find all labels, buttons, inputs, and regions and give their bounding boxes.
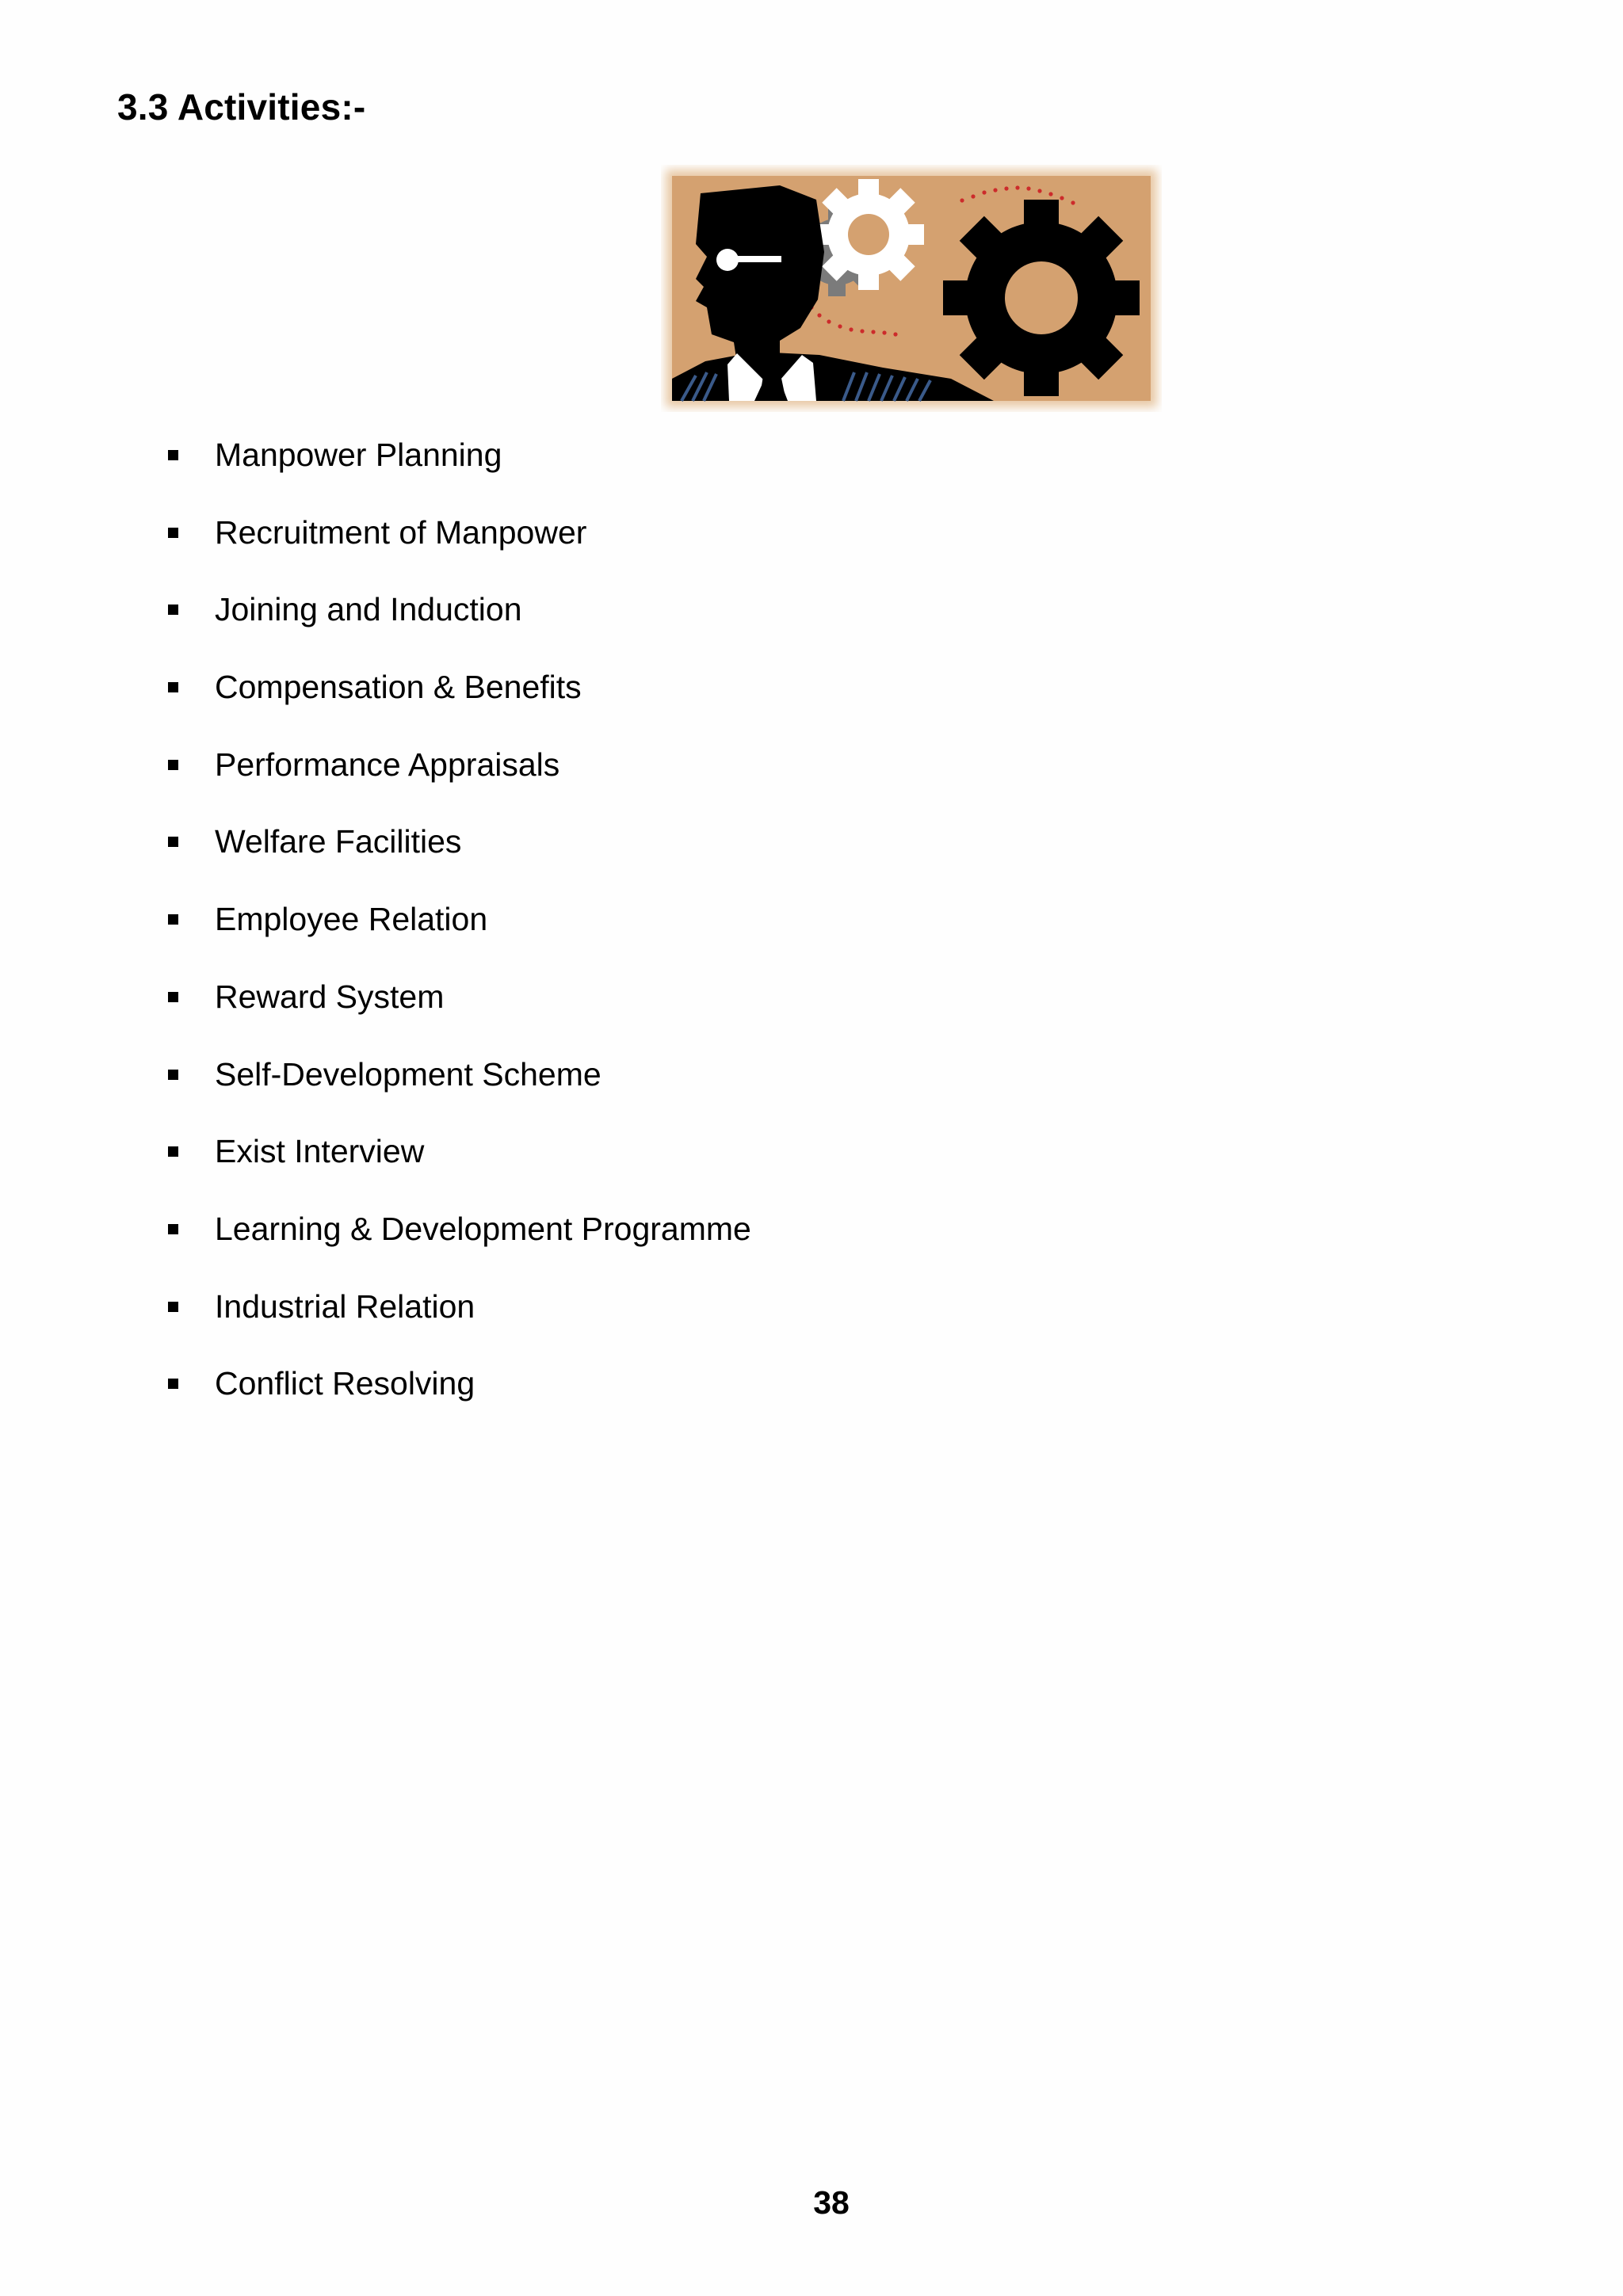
list-item [0,666,951,744]
square-bullet-icon [168,1070,178,1080]
list-item [0,898,951,976]
square-bullet-icon [168,992,178,1002]
list-item [0,1054,951,1131]
square-bullet-icon [168,1379,178,1389]
square-bullet-icon [168,914,178,925]
section-heading: 3.3 Activities:- [117,86,366,128]
businessman-with-gears-icon [661,165,1162,412]
list-item-text: Performance Appraisals [215,746,560,783]
list-item [0,1286,951,1363]
list-item [0,434,951,512]
list-item [0,589,951,666]
square-bullet-icon [168,1302,178,1312]
list-item-text: Compensation & Benefits [215,669,582,706]
list-item [0,744,951,822]
list-item-text: Industrial Relation [215,1287,475,1325]
list-item-text: Manpower Planning [215,437,502,473]
activities-list [0,434,951,1440]
square-bullet-icon [168,528,178,538]
list-item [0,1131,951,1208]
list-item-text: Learning & Development Programme [215,1210,751,1247]
list-item [0,976,951,1054]
list-item-text: Employee Relation [215,901,488,938]
square-bullet-icon [168,837,178,847]
square-bullet-icon [168,450,178,460]
square-bullet-icon [168,1224,178,1234]
list-item [0,1363,951,1440]
square-bullet-icon [168,1146,178,1157]
list-item-text: Exist Interview [215,1133,425,1170]
list-item-text: Reward System [215,978,445,1015]
list-item [0,821,951,898]
list-item-text: Self-Development Scheme [215,1055,601,1093]
square-bullet-icon [168,605,178,615]
square-bullet-icon [168,682,178,692]
list-item-text: Welfare Facilities [215,823,462,860]
list-item [0,1208,951,1286]
page-number: 38 [813,2184,850,2221]
list-item-text: Joining and Induction [215,591,522,628]
list-item-text: Conflict Resolving [215,1365,475,1402]
list-item-text: Recruitment of Manpower [215,513,587,551]
list-item [0,512,951,589]
square-bullet-icon [168,760,178,770]
